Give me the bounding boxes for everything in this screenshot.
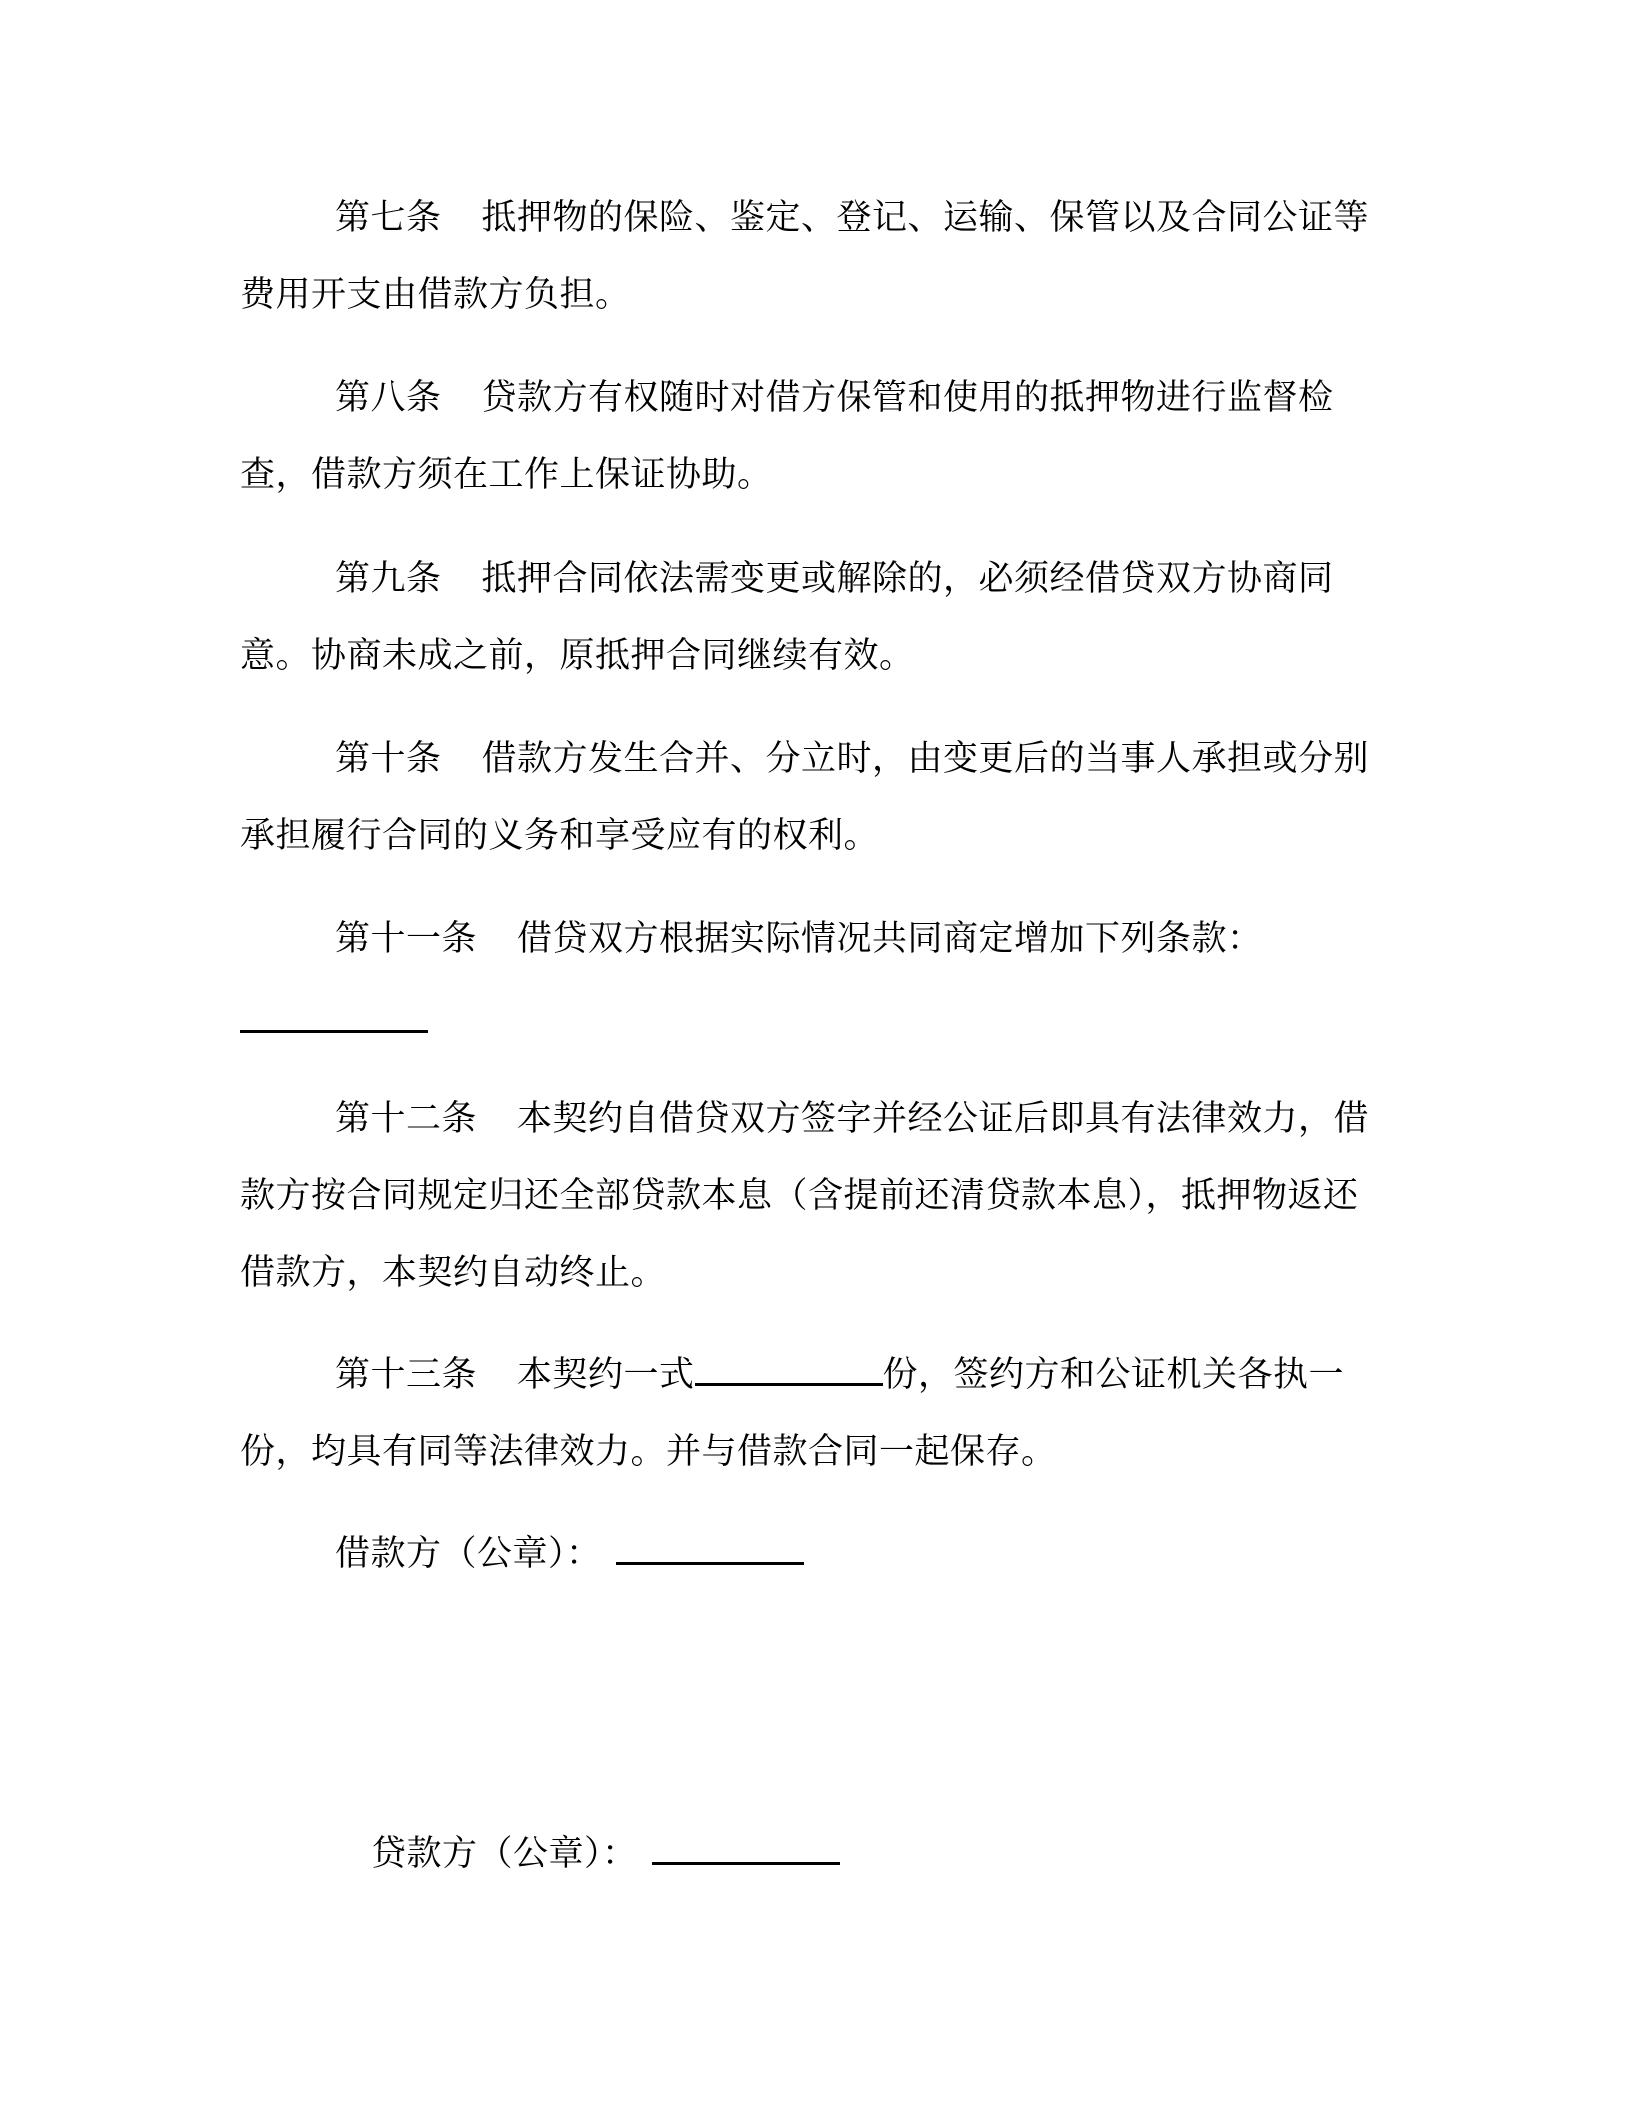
article-9 [240,541,1382,695]
borrower-signature-label: 借款方（公章）： [335,1534,602,1574]
article-9-label: 第九条 [335,559,442,599]
article-13-label: 第十三条 [335,1355,478,1395]
copies-blank [695,1355,883,1386]
lender-signature-label: 贷款方（公章）： [371,1834,638,1874]
article-8-label: 第八条 [335,378,442,418]
borrower-signature-blank [616,1534,804,1565]
article-10-label: 第十条 [335,739,442,779]
article-12-label: 第十二条 [335,1099,478,1139]
article-7-text: 抵押物的保险、鉴定、登记、运输、保管以及合同公证等费用开支由借款方负担。 [240,198,1370,315]
article-11-label: 第十一条 [335,919,478,959]
article-12 [240,1081,1382,1312]
article-8 [240,360,1382,514]
article-7 [240,180,1382,334]
lender-signature [371,1829,840,1879]
article-10-text: 借款方发生合并、分立时，由变更后的当事人承担或分别承担履行合同的义务和享受应有的权利。 [240,739,1370,856]
article-13-text-before: 本契约一式 [517,1355,695,1395]
lender-signature-blank [652,1834,840,1865]
article-11-text: 借贷双方根据实际情况共同商定增加下列条款： [517,919,1263,959]
article-11-blank [240,1030,428,1033]
article-12-text: 本契约自借贷双方签字并经公证后即具有法律效力，借款方按合同规定归还全部贷款本息（含提前还清贷款本息），抵押物返还借款方，本契约自动终止。 [240,1099,1370,1293]
borrower-signature [335,1529,804,1579]
article-13 [240,1337,1382,1491]
article-13-text-after: 份，签约方和公证机关各执一份，均具有同等法律效力。并与借款合同一起保存。 [240,1355,1345,1472]
article-11 [240,901,1382,978]
article-7-label: 第七条 [335,198,442,238]
article-10 [240,721,1382,875]
article-8-text: 贷款方有权随时对借方保管和使用的抵押物进行监督检查，借款方须在工作上保证协助。 [240,378,1334,495]
article-9-text: 抵押合同依法需变更或解除的，必须经借贷双方协商同意。协商未成之前，原抵押合同继续有效。 [240,559,1334,676]
